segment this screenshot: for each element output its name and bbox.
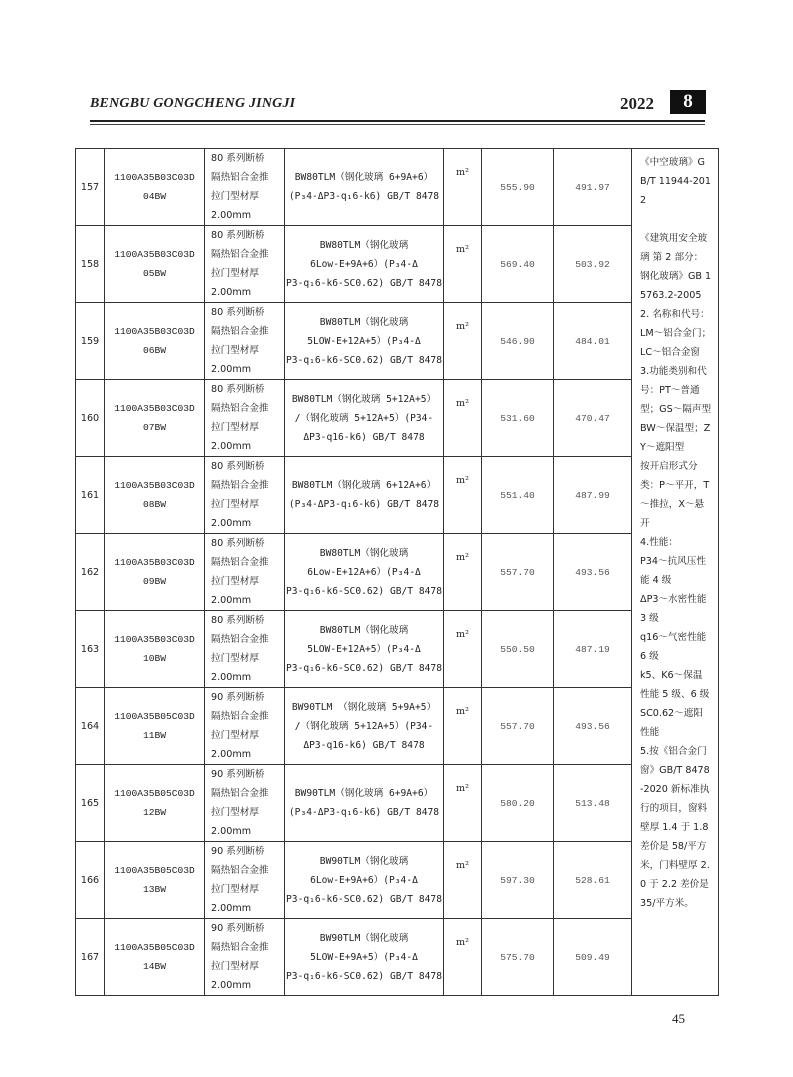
price-tax-excl: 528.61	[554, 842, 632, 919]
item-spec	[285, 457, 444, 534]
item-unit: m²	[444, 688, 482, 765]
price-tax-incl: 557.70	[482, 534, 554, 611]
item-spec-line: ΔP3-q16-k6) GB/T 8478	[303, 739, 425, 751]
item-spec	[285, 765, 444, 842]
item-spec-line: P3-q₁6-k6-SC0.62) GB/T 8478	[286, 970, 442, 982]
item-unit: m²	[444, 919, 482, 996]
item-name-line: 隔热铝合金推	[211, 865, 269, 876]
item-name-line: 80 系列断桥	[211, 538, 265, 549]
item-code-line: 1100A35B05C03D	[114, 711, 195, 722]
item-code	[105, 303, 205, 380]
item-spec-line: BW80TLM（钢化玻璃	[319, 624, 409, 636]
item-spec-line: BW90TLM（钢化玻璃	[319, 932, 409, 944]
item-code-line: 07BW	[142, 422, 167, 433]
item-name-line: 2.00mm	[211, 441, 252, 452]
item-spec	[285, 611, 444, 688]
price-tax-incl: 597.30	[482, 842, 554, 919]
item-code-line: 1100A35B03C03D	[114, 172, 195, 183]
item-name-line: 拉门型材厚	[211, 807, 259, 818]
price-tax-excl: 493.56	[554, 688, 632, 765]
table-row	[76, 842, 719, 919]
price-tax-incl: 531.60	[482, 380, 554, 457]
item-name-line: 80 系列断桥	[211, 461, 265, 472]
item-name-line: 2.00mm	[211, 210, 252, 221]
item-code-line: 1100A35B03C03D	[114, 557, 195, 568]
price-tax-excl: 509.49	[554, 919, 632, 996]
item-spec-line: 6Low-E+12A+6）(P₃4-Δ	[307, 566, 421, 578]
item-name-line: 2.00mm	[211, 518, 252, 529]
item-spec	[285, 688, 444, 765]
item-name	[205, 457, 285, 534]
item-unit: m²	[444, 765, 482, 842]
price-tax-incl: 569.40	[482, 226, 554, 303]
item-name-line: 拉门型材厚	[211, 191, 259, 202]
item-name-line: 隔热铝合金推	[211, 403, 269, 414]
issue-number-badge: 8	[670, 90, 706, 114]
item-unit: m²	[444, 226, 482, 303]
item-name-line: 拉门型材厚	[211, 653, 259, 664]
item-code-line: 05BW	[142, 268, 167, 279]
item-unit: m²	[444, 842, 482, 919]
item-spec-line: (P₃4-ΔP3-q₁6-k6) GB/T 8478	[288, 191, 440, 202]
price-tax-incl: 580.20	[482, 765, 554, 842]
item-name-line: 80 系列断桥	[211, 230, 265, 241]
item-code-line: 1100A35B03C03D	[114, 249, 195, 260]
item-spec-line: /（钢化玻璃 5+12A+5）(P34-	[294, 412, 434, 424]
item-spec-line: 5LOW-E+9A+5）(P₃4-Δ	[310, 951, 418, 963]
price-tax-excl: 487.19	[554, 611, 632, 688]
item-name	[205, 842, 285, 919]
table-row	[76, 303, 719, 380]
price-table	[75, 148, 719, 996]
item-code	[105, 457, 205, 534]
item-name-line: 2.00mm	[211, 903, 252, 914]
item-spec-line: P3-q₁6-k6-SC0.62) GB/T 8478	[286, 354, 442, 366]
item-spec-line: ΔP3-q16-k6) GB/T 8478	[303, 431, 425, 443]
price-tax-excl: 503.92	[554, 226, 632, 303]
price-tax-incl: 555.90	[482, 149, 554, 226]
item-code-line: 06BW	[142, 345, 167, 356]
price-tax-excl: 487.99	[554, 457, 632, 534]
item-code	[105, 226, 205, 303]
item-name-line: 2.00mm	[211, 595, 252, 606]
item-unit: m²	[444, 380, 482, 457]
price-tax-excl: 513.48	[554, 765, 632, 842]
price-table-body	[76, 149, 719, 996]
item-spec-line: (P₃4-ΔP3-q₁6-k6) GB/T 8478	[288, 807, 440, 818]
item-code	[105, 149, 205, 226]
item-spec-line: P3-q₁6-k6-SC0.62) GB/T 8478	[286, 585, 442, 597]
row-number: 158	[76, 226, 105, 303]
item-name	[205, 765, 285, 842]
table-row	[76, 149, 719, 226]
item-name-line: 拉门型材厚	[211, 961, 259, 972]
item-name-line: 隔热铝合金推	[211, 942, 269, 953]
item-code-line: 1100A35B05C03D	[114, 942, 195, 953]
item-code-line: 1100A35B03C03D	[114, 634, 195, 645]
item-name-line: 隔热铝合金推	[211, 172, 269, 183]
item-name-line: 2.00mm	[211, 749, 252, 760]
item-name-line: 90 系列断桥	[211, 769, 265, 780]
item-name-line: 80 系列断桥	[211, 615, 265, 626]
row-number: 157	[76, 149, 105, 226]
issue-year: 2022	[620, 94, 654, 113]
item-code-line: 11BW	[142, 730, 167, 741]
item-code	[105, 688, 205, 765]
item-code-line: 1100A35B03C03D	[114, 403, 195, 414]
item-spec-line: BW90TLM （钢化玻璃 5+9A+5）	[291, 701, 437, 713]
item-name-line: 2.00mm	[211, 826, 252, 837]
item-name-line: 90 系列断桥	[211, 846, 265, 857]
item-spec-line: BW80TLM（钢化玻璃	[319, 239, 409, 251]
item-spec	[285, 303, 444, 380]
item-name	[205, 919, 285, 996]
row-number: 165	[76, 765, 105, 842]
item-name-line: 隔热铝合金推	[211, 249, 269, 260]
item-code	[105, 919, 205, 996]
item-code-line: 1100A35B05C03D	[114, 788, 195, 799]
item-spec-line: P3-q₁6-k6-SC0.62) GB/T 8478	[286, 662, 442, 674]
item-name-line: 隔热铝合金推	[211, 711, 269, 722]
row-number: 160	[76, 380, 105, 457]
item-name-line: 拉门型材厚	[211, 422, 259, 433]
item-code	[105, 611, 205, 688]
item-name-line: 2.00mm	[211, 672, 252, 683]
item-name-line: 隔热铝合金推	[211, 788, 269, 799]
item-code-line: 1100A35B05C03D	[114, 865, 195, 876]
item-name	[205, 226, 285, 303]
remarks-text: 《中空玻璃》GB/T 11944-2012 《建筑用安全玻璃 第 2 部分：钢化玻璃》GB 15763.2-2005 2. 名称和代号：LM～铝合金门；LC～铝合金窗 3.功能类别和代号：PT～普通型；GS～隔声型 BW～保温型；ZY～遮阳型 按开启形式分类：P～平开，T～推拉，X～悬开 4.性能： P34～抗风压性能 4 级 ΔP3～水密性能 3 级 q16～气密性能 6 级 k5、K6～保温性能 5 级、6 级 SC0.62～遮阳性能 5.按《铝合金门窗》GB/T 8478-2020 新标准执行的项目，窗料壁厚 1.4 于 1.8 差价是 58/平方米，门料壁厚 2.0 于 2.2 差价是 35/平方米。	[640, 157, 712, 909]
item-spec-line: BW80TLM（钢化玻璃 6+9A+6）	[294, 172, 434, 183]
item-code-line: 14BW	[142, 961, 167, 972]
item-name-line: 80 系列断桥	[211, 307, 265, 318]
table-row	[76, 534, 719, 611]
item-name-line: 拉门型材厚	[211, 268, 259, 279]
running-header	[90, 90, 705, 122]
item-name-line: 拉门型材厚	[211, 576, 259, 587]
price-tax-incl: 551.40	[482, 457, 554, 534]
table-row	[76, 765, 719, 842]
item-name-line: 拉门型材厚	[211, 884, 259, 895]
item-spec-line: BW80TLM（钢化玻璃	[319, 316, 409, 328]
item-code-line: 13BW	[142, 884, 167, 895]
item-spec-line: P3-q₁6-k6-SC0.62) GB/T 8478	[286, 893, 442, 905]
row-number: 159	[76, 303, 105, 380]
item-spec-line: 6Low-E+9A+6）(P₃4-Δ	[310, 258, 418, 270]
header-rule	[90, 120, 705, 122]
journal-title: BENGBU GONGCHENG JINGJI	[90, 96, 296, 111]
price-tax-excl: 470.47	[554, 380, 632, 457]
item-name-line: 隔热铝合金推	[211, 557, 269, 568]
price-tax-incl: 557.70	[482, 688, 554, 765]
table-row	[76, 457, 719, 534]
table-row	[76, 380, 719, 457]
item-unit: m²	[444, 149, 482, 226]
item-spec-line: BW90TLM（钢化玻璃	[319, 855, 409, 867]
item-name-line: 隔热铝合金推	[211, 480, 269, 491]
item-name-line: 2.00mm	[211, 287, 252, 298]
item-code-line: 12BW	[142, 807, 167, 818]
item-name-line: 2.00mm	[211, 364, 252, 375]
row-number: 162	[76, 534, 105, 611]
item-name	[205, 534, 285, 611]
item-name-line: 拉门型材厚	[211, 730, 259, 741]
price-tax-excl: 493.56	[554, 534, 632, 611]
item-spec-line: 6Low-E+9A+6）(P₃4-Δ	[310, 874, 418, 886]
item-name	[205, 380, 285, 457]
item-code	[105, 534, 205, 611]
item-code	[105, 765, 205, 842]
price-tax-incl: 575.70	[482, 919, 554, 996]
item-name-line: 2.00mm	[211, 980, 252, 991]
item-spec	[285, 226, 444, 303]
item-code	[105, 380, 205, 457]
item-unit: m²	[444, 457, 482, 534]
price-tax-excl: 491.97	[554, 149, 632, 226]
item-spec-line: P3-q₁6-k6-SC0.62) GB/T 8478	[286, 277, 442, 289]
item-spec-line: BW80TLM（钢化玻璃	[319, 547, 409, 559]
item-code-line: 10BW	[142, 653, 167, 664]
table-row	[76, 611, 719, 688]
item-spec	[285, 919, 444, 996]
item-spec	[285, 842, 444, 919]
item-spec-line: 5LOW-E+12A+5）(P₃4-Δ	[307, 643, 421, 655]
row-number: 167	[76, 919, 105, 996]
item-code-line: 08BW	[142, 499, 167, 510]
item-spec-line: BW90TLM（钢化玻璃 6+9A+6）	[294, 788, 434, 799]
item-name-line: 拉门型材厚	[211, 499, 259, 510]
row-number: 164	[76, 688, 105, 765]
item-spec	[285, 380, 444, 457]
table-row	[76, 226, 719, 303]
item-unit: m²	[444, 303, 482, 380]
item-name	[205, 688, 285, 765]
table-row	[76, 688, 719, 765]
item-name-line: 隔热铝合金推	[211, 326, 269, 337]
item-unit: m²	[444, 611, 482, 688]
item-name	[205, 303, 285, 380]
item-spec-line: BW80TLM（钢化玻璃 6+12A+6）	[291, 480, 437, 491]
item-name-line: 90 系列断桥	[211, 923, 265, 934]
price-tax-incl: 550.50	[482, 611, 554, 688]
price-tax-incl: 546.90	[482, 303, 554, 380]
item-spec-line: (P₃4-ΔP3-q₁6-k6) GB/T 8478	[288, 499, 440, 510]
table-row	[76, 919, 719, 996]
item-code-line: 04BW	[142, 191, 167, 202]
item-spec-line: BW80TLM（钢化玻璃 5+12A+5）	[291, 393, 437, 405]
item-unit: m²	[444, 534, 482, 611]
item-name	[205, 611, 285, 688]
header-rule-thin	[90, 124, 705, 125]
item-name-line: 80 系列断桥	[211, 384, 265, 395]
item-name-line: 隔热铝合金推	[211, 634, 269, 645]
price-tax-excl: 484.01	[554, 303, 632, 380]
item-code-line: 09BW	[142, 576, 167, 587]
item-spec-line: 5LOW-E+12A+5）(P₃4-Δ	[307, 335, 421, 347]
item-code-line: 1100A35B03C03D	[114, 480, 195, 491]
item-spec	[285, 149, 444, 226]
row-number: 166	[76, 842, 105, 919]
remarks-cell	[632, 149, 719, 996]
page-number: 45	[672, 1011, 685, 1026]
item-spec-line: /（钢化玻璃 5+12A+5）(P34-	[294, 720, 434, 732]
item-name-line: 拉门型材厚	[211, 345, 259, 356]
row-number: 161	[76, 457, 105, 534]
item-name-line: 80 系列断桥	[211, 153, 265, 164]
item-name-line: 90 系列断桥	[211, 692, 265, 703]
item-code	[105, 842, 205, 919]
item-spec	[285, 534, 444, 611]
row-number: 163	[76, 611, 105, 688]
item-code-line: 1100A35B03C03D	[114, 326, 195, 337]
item-name	[205, 149, 285, 226]
